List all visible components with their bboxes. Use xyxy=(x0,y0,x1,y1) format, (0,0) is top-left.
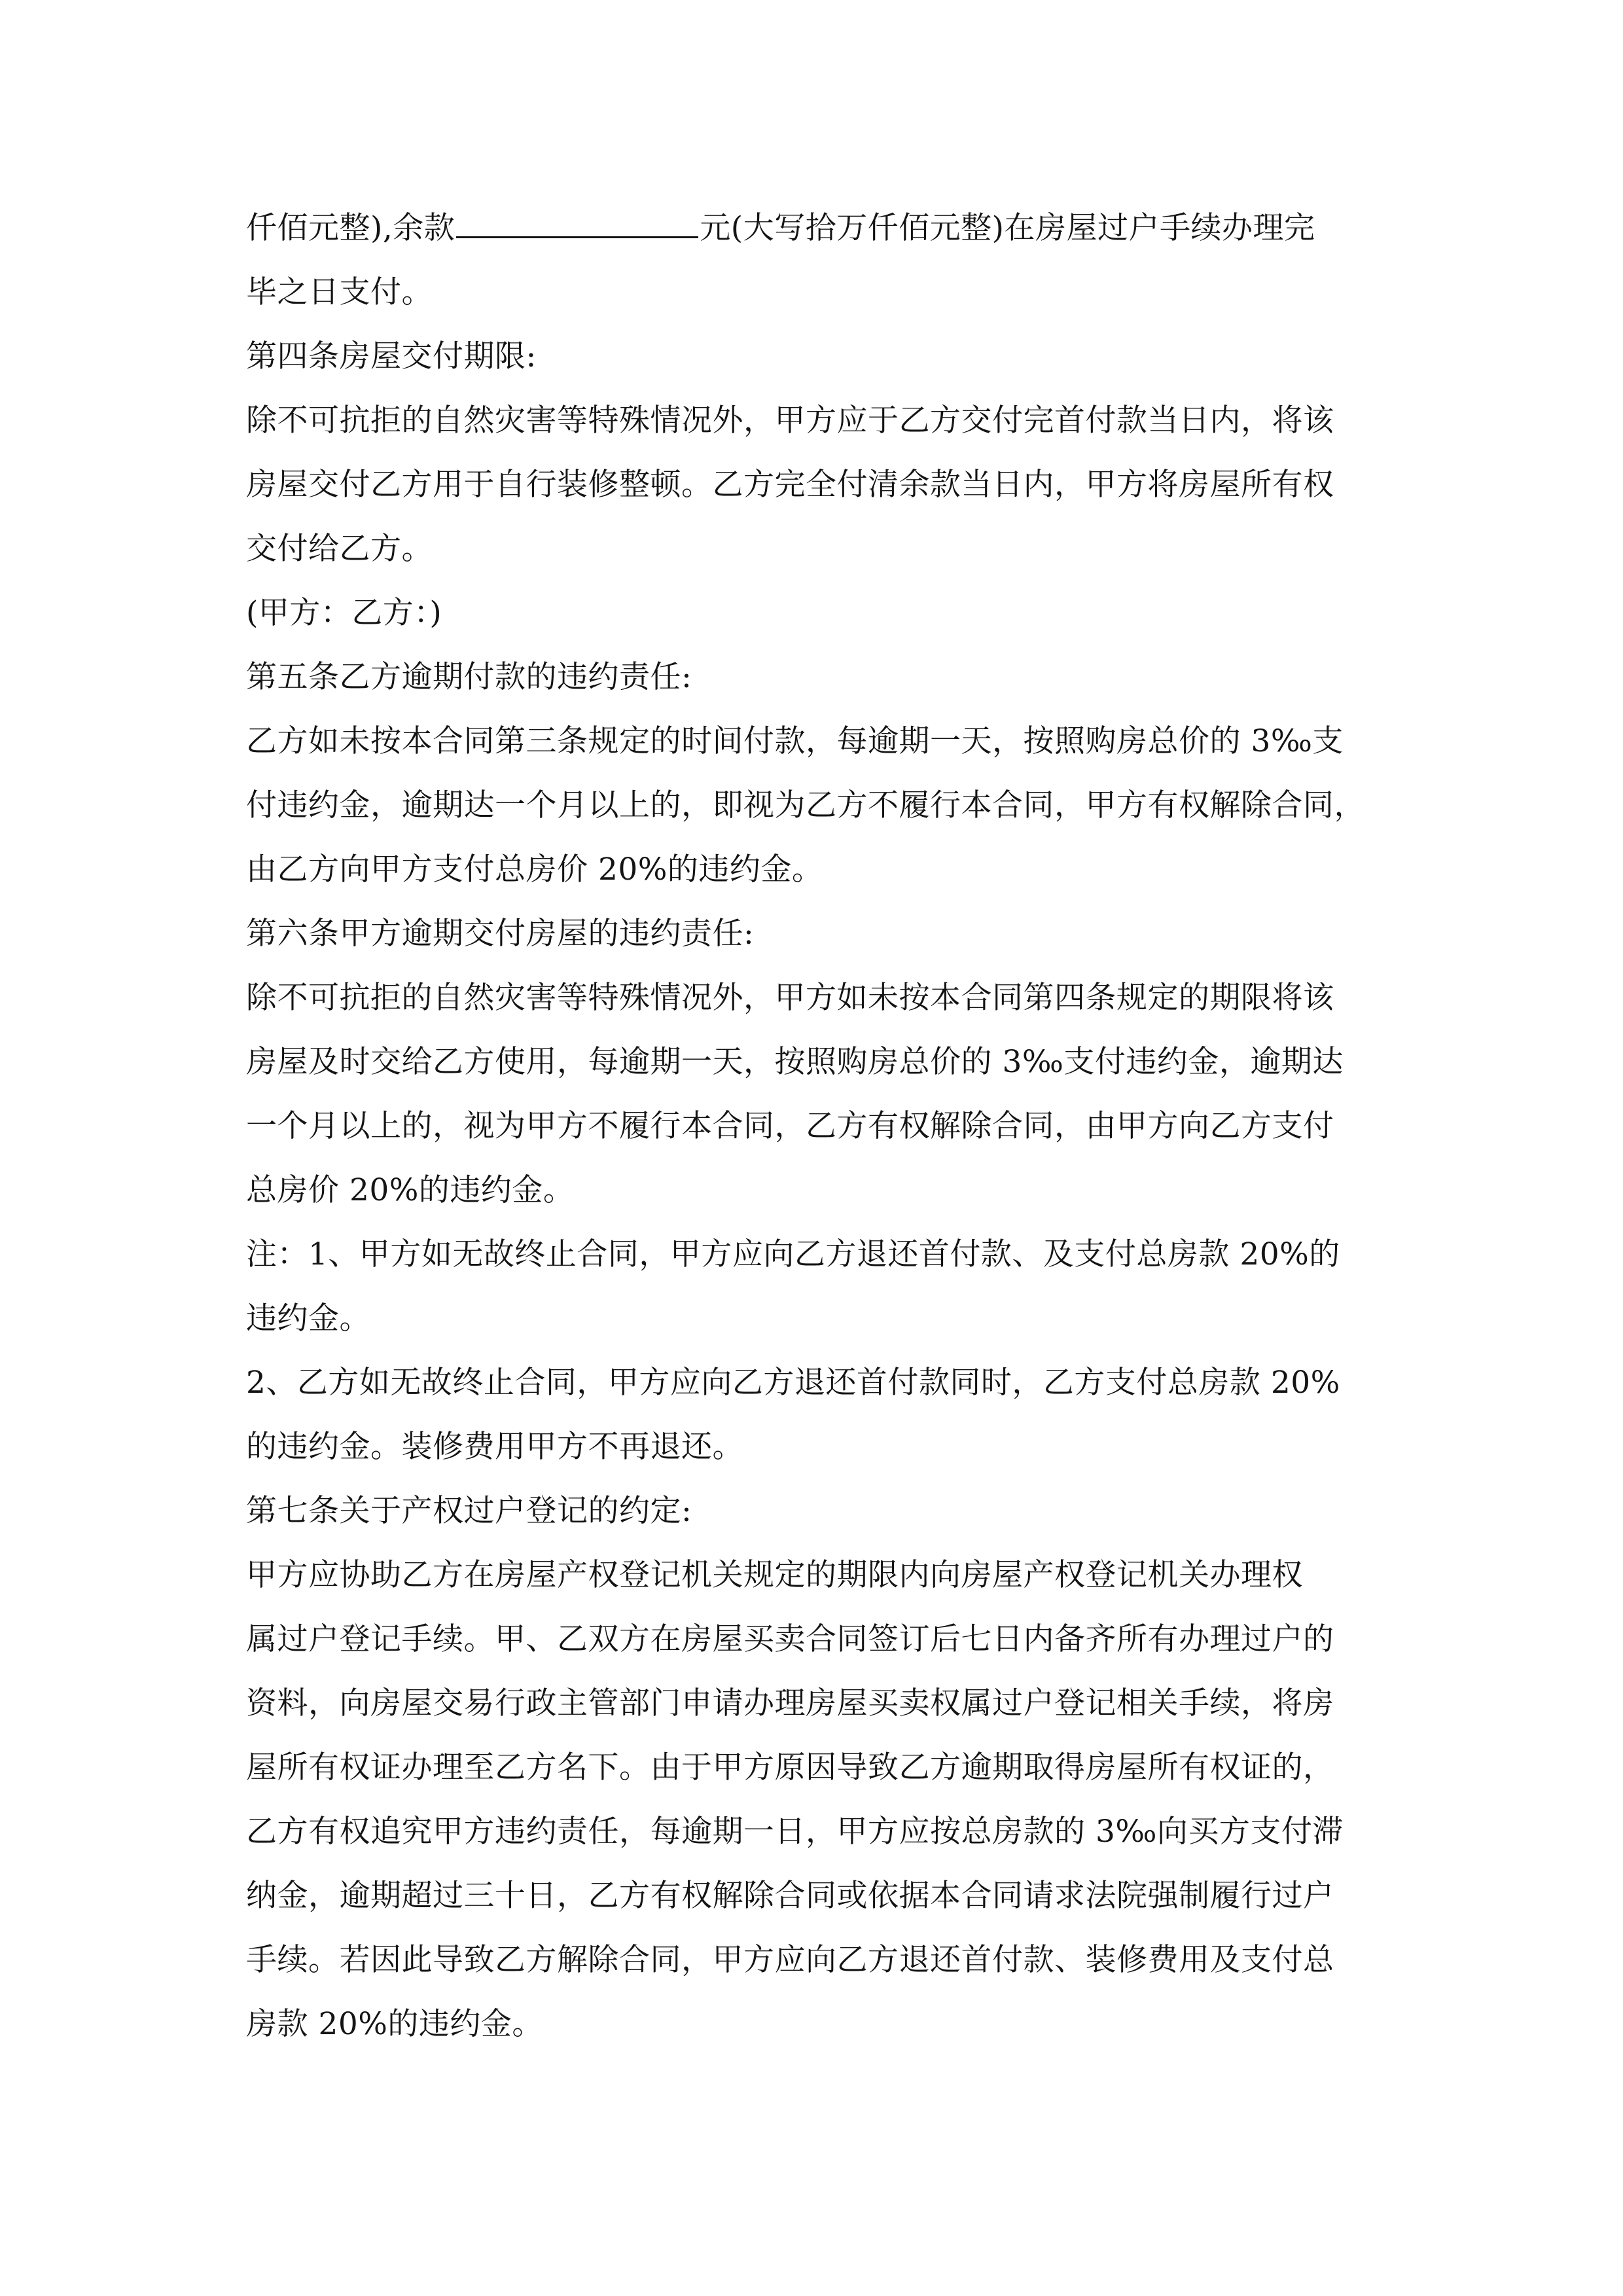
text-line: 除不可抗拒的自然灾害等特殊情况外，甲方如未按本合同第四条规定的期限将该 xyxy=(246,980,1334,1016)
text-line: 屋所有权证办理至乙方名下。由于甲方原因导致乙方逾期取得房屋所有权证的， xyxy=(246,1749,1334,1785)
text-line: 一个月以上的，视为甲方不履行本合同，乙方有权解除合同，由甲方向乙方支付 xyxy=(246,1108,1334,1144)
line-text-after-blank: 元(大写拾万仟佰元整)在房屋过户手续办理完 xyxy=(700,210,1315,246)
text-line: 乙方有权追究甲方违约责任，每逾期一日，甲方应按总房款的 3‰向买方支付滞 xyxy=(246,1814,1344,1850)
text-line: 属过户登记手续。甲、乙双方在房屋买卖合同签订后七日内备齐所有办理过户的 xyxy=(246,1621,1334,1657)
text-line: 由乙方向甲方支付总房价 20%的违约金。 xyxy=(246,852,823,888)
text-line: 资料，向房屋交易行政主管部门申请办理房屋买卖权属过户登记相关手续，将房 xyxy=(246,1685,1334,1721)
text-line: 总房价 20%的违约金。 xyxy=(246,1172,575,1208)
text-line: 房屋交付乙方用于自行装修整顿。乙方完全付清余款当日内，甲方将房屋所有权 xyxy=(246,467,1334,503)
text-line: 纳金，逾期超过三十日，乙方有权解除合同或依据本合同请求法院强制履行过户 xyxy=(246,1878,1334,1914)
article-heading: 第四条房屋交付期限: xyxy=(246,338,537,374)
text-line: 房款 20%的违约金。 xyxy=(246,2006,543,2042)
text-line: 毕之日支付。 xyxy=(246,274,433,310)
text-line: 的违约金。装修费用甲方不再退还。 xyxy=(246,1429,743,1465)
text-line: 房屋及时交给乙方使用，每逾期一天，按照购房总价的 3‰支付违约金，逾期达 xyxy=(246,1044,1344,1080)
text-line xyxy=(246,196,1378,260)
text-line: 交付给乙方。 xyxy=(246,531,433,567)
text-line: 手续。若因此导致乙方解除合同，甲方应向乙方退还首付款、装修费用及支付总 xyxy=(246,1942,1334,1978)
fill-in-blank xyxy=(456,197,698,238)
note-line: 2、乙方如无故终止合同，甲方应向乙方退还首付款同时，乙方支付总房款 20% xyxy=(246,1365,1340,1401)
line-text-before-blank: 仟佰元整),余款 xyxy=(246,210,455,246)
article-heading: 第七条关于产权过户登记的约定: xyxy=(246,1493,692,1529)
text-line: 除不可抗拒的自然灾害等特殊情况外，甲方应于乙方交付完首付款当日内，将该 xyxy=(246,403,1334,439)
article-heading: 第六条甲方逾期交付房屋的违约责任: xyxy=(246,916,755,952)
article-heading: 第五条乙方逾期付款的违约责任: xyxy=(246,659,692,695)
contract-body xyxy=(246,196,1378,2056)
text-line: 乙方如未按本合同第三条规定的时间付款，每逾期一天，按照购房总价的 3‰支 xyxy=(246,723,1344,759)
note-line: 注：1、甲方如无故终止合同，甲方应向乙方退还首付款、及支付总房款 20%的 xyxy=(246,1236,1340,1272)
text-line: 甲方应协助乙方在房屋产权登记机关规定的期限内向房屋产权登记机关办理权 xyxy=(246,1557,1303,1593)
text-line: 违约金。 xyxy=(246,1300,370,1336)
text-line: 付违约金，逾期达一个月以上的，即视为乙方不履行本合同，甲方有权解除合同， xyxy=(246,787,1365,823)
signature-line: (甲方：乙方：) xyxy=(246,595,442,631)
